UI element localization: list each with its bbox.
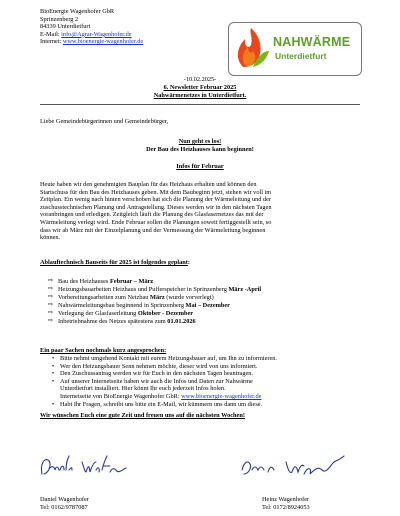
paragraph-line: können.	[40, 234, 61, 242]
greeting: Liebe Gemeindebürgerinnen und Gemeindebürger,	[40, 118, 169, 125]
closing: Wir wünschen Euch eine gute Zeit und freuen uns auf die nächsten Wochen!	[40, 412, 245, 419]
bullet-icon: •	[52, 355, 55, 362]
street: Sprinzenberg 2	[40, 15, 79, 23]
headline-line2: Der Bau des Heizhauses kann beginnen!	[146, 146, 254, 153]
schedule-title	[40, 259, 190, 267]
reminder-item: • Wer den Heizungsbauer Senn nehmen möchte, dieser wird von uns informiert.	[52, 362, 258, 370]
arrow-right-icon: ⇨	[48, 310, 54, 316]
bullet-icon: •	[52, 370, 55, 378]
signature-daniel-image	[38, 452, 138, 482]
schedule-item: ⇨ Verlegung der Glasfaserleitung Oktober - Dezember	[48, 310, 194, 317]
schedule-item: ⇨ Bau des Heizhauses Februar – März	[48, 278, 154, 285]
paragraph-line: Startschuss für den Bau des Heizhauses geben. Mit dem Baubeginn jetzt, stehen wir voll im	[40, 188, 272, 196]
schedule-list	[44, 278, 261, 326]
arrow-right-icon: ⇨	[48, 294, 54, 300]
nahwaerme-logo	[228, 22, 362, 76]
internet-line	[40, 38, 143, 46]
company-name: BioEnergie Wagenhofer GbR	[40, 8, 115, 15]
city: 84339 Unterdietfurt	[40, 23, 91, 31]
signer-phone: Tel: 0172/8924053	[262, 503, 310, 511]
schedule-item: ⇨ Inbetriebnahme des Netzes spätestens zum 01.01.2026	[48, 318, 196, 325]
info-title: Infos für Februar	[176, 163, 224, 170]
arrow-right-icon: ⇨	[48, 302, 54, 308]
schedule-colon: :	[187, 259, 190, 266]
headline-line1: Nun geht es los!	[178, 138, 222, 145]
reminder-item: • Habt Ihr Fragen, schreibt uns bitte ein E-Mail, wir kümmern uns dann um diese.	[52, 400, 263, 408]
reminder-item: • Den Zuschussantrag werden wir für Euch in den nächsten Tagen beantragen.	[52, 370, 254, 378]
signer-phone: Tel: 0162/9787087	[40, 503, 88, 511]
newsletter-title: 6. Newsletter Februar 2025	[163, 84, 237, 91]
intro-paragraph	[40, 181, 360, 242]
email-line	[40, 31, 143, 39]
schedule-title-text: Ablauftechnisch Bauseits für 2025 ist folgendes geplant	[40, 259, 188, 266]
reminder-item: • Bitte nehmt umgehend Kontakt mit eurem Heizungsbauer auf, um Ihn zu informieren.	[52, 355, 278, 362]
reminders-title: Ein paar Sachen nochmals kurz angesprochen:	[40, 347, 167, 354]
arrow-right-icon: ⇨	[48, 278, 54, 284]
arrow-right-icon: ⇨	[48, 318, 54, 324]
newsletter-subtitle: Nahwärmenetzes in Unterdietfurt.	[153, 92, 247, 99]
reminder-continuation: Internetseite von BioEnergie Wagenhofer GbR: www.bioenergie-wagenhofer.de	[60, 392, 262, 400]
paragraph-line: Wärmeleitung verlegt wird. Ende Februar sollen die Planungen soweit fertiggestellt sein, so	[40, 218, 272, 226]
email-label: E-Mail:	[40, 30, 62, 38]
logo-subtitle: Unterdietfurt	[275, 51, 327, 61]
signer-name: Heinz Wagenhofer	[262, 496, 310, 503]
signature-heinz-image	[238, 452, 348, 484]
header-divider	[40, 104, 360, 105]
arrow-right-icon: ⇨	[48, 286, 54, 292]
signature-block-heinz	[262, 496, 310, 511]
paragraph-line: zuschusstechnischen Planung und Antragstellung. Dieses werden wir in den nächsten Tagen	[40, 203, 272, 211]
reminders-list	[44, 355, 277, 408]
schedule-item: ⇨ Vorbereitungsarbeiten zum Netzbau März (wurde vorverlegt)	[48, 294, 214, 301]
letterhead-address	[40, 8, 143, 46]
internet-label: Internet:	[40, 38, 63, 46]
paragraph-line: Heute haben wir den genehmigten Bauplan für das Heizhaus erhalten und können den	[40, 181, 257, 188]
logo-title: NAHWÄRME	[273, 35, 351, 49]
schedule-item: ⇨ Nahwärmeleitungsbau beginnend in Sprinzenberg Mai – Dezember	[48, 302, 230, 309]
schedule-item: ⇨ Heizungsbauarbeiten Heizhaus und Pufferspeicher in Sprinzenberg März -April	[48, 286, 262, 293]
paragraph-line: voranbringen und erledigen. Zeitgleich läuft die Planung des Glasfasernetzes das mit der	[40, 211, 264, 219]
paragraph-line: Zeitplan. Ein wenig nach hinten verschoben hat sich die Planung der Wärmeleitung und der	[40, 196, 272, 204]
reminder-continuation: Unterdietfurt installiert. Hier könnt Ihr euch jederzeit Infos holen.	[60, 385, 226, 393]
bullet-icon: •	[52, 362, 55, 370]
website-link[interactable]: www.bioenergie-wagenhofer.de	[62, 38, 144, 46]
email-link[interactable]: info@Agrar-Wagenhofer.de	[61, 30, 132, 38]
signature-block-daniel	[40, 496, 89, 511]
reminder-item: • Auf unserer Internetseite haben wir auch die Infos und Daten zur Nahwärme	[52, 377, 253, 385]
signer-name: Daniel Wagenhofer	[40, 496, 89, 503]
flame-leaf-icon	[229, 23, 361, 75]
paragraph-line: dass wir ab März mit der Einzelplanung und der Vermessung der Wärmeleitung beginnen	[40, 226, 266, 234]
reminder-website-link[interactable]: www.bioenergie-wagenhofer.de	[181, 392, 262, 400]
date: -10.02.2025-	[183, 76, 217, 83]
bullet-icon: •	[52, 377, 55, 385]
bullet-icon: •	[52, 400, 55, 408]
